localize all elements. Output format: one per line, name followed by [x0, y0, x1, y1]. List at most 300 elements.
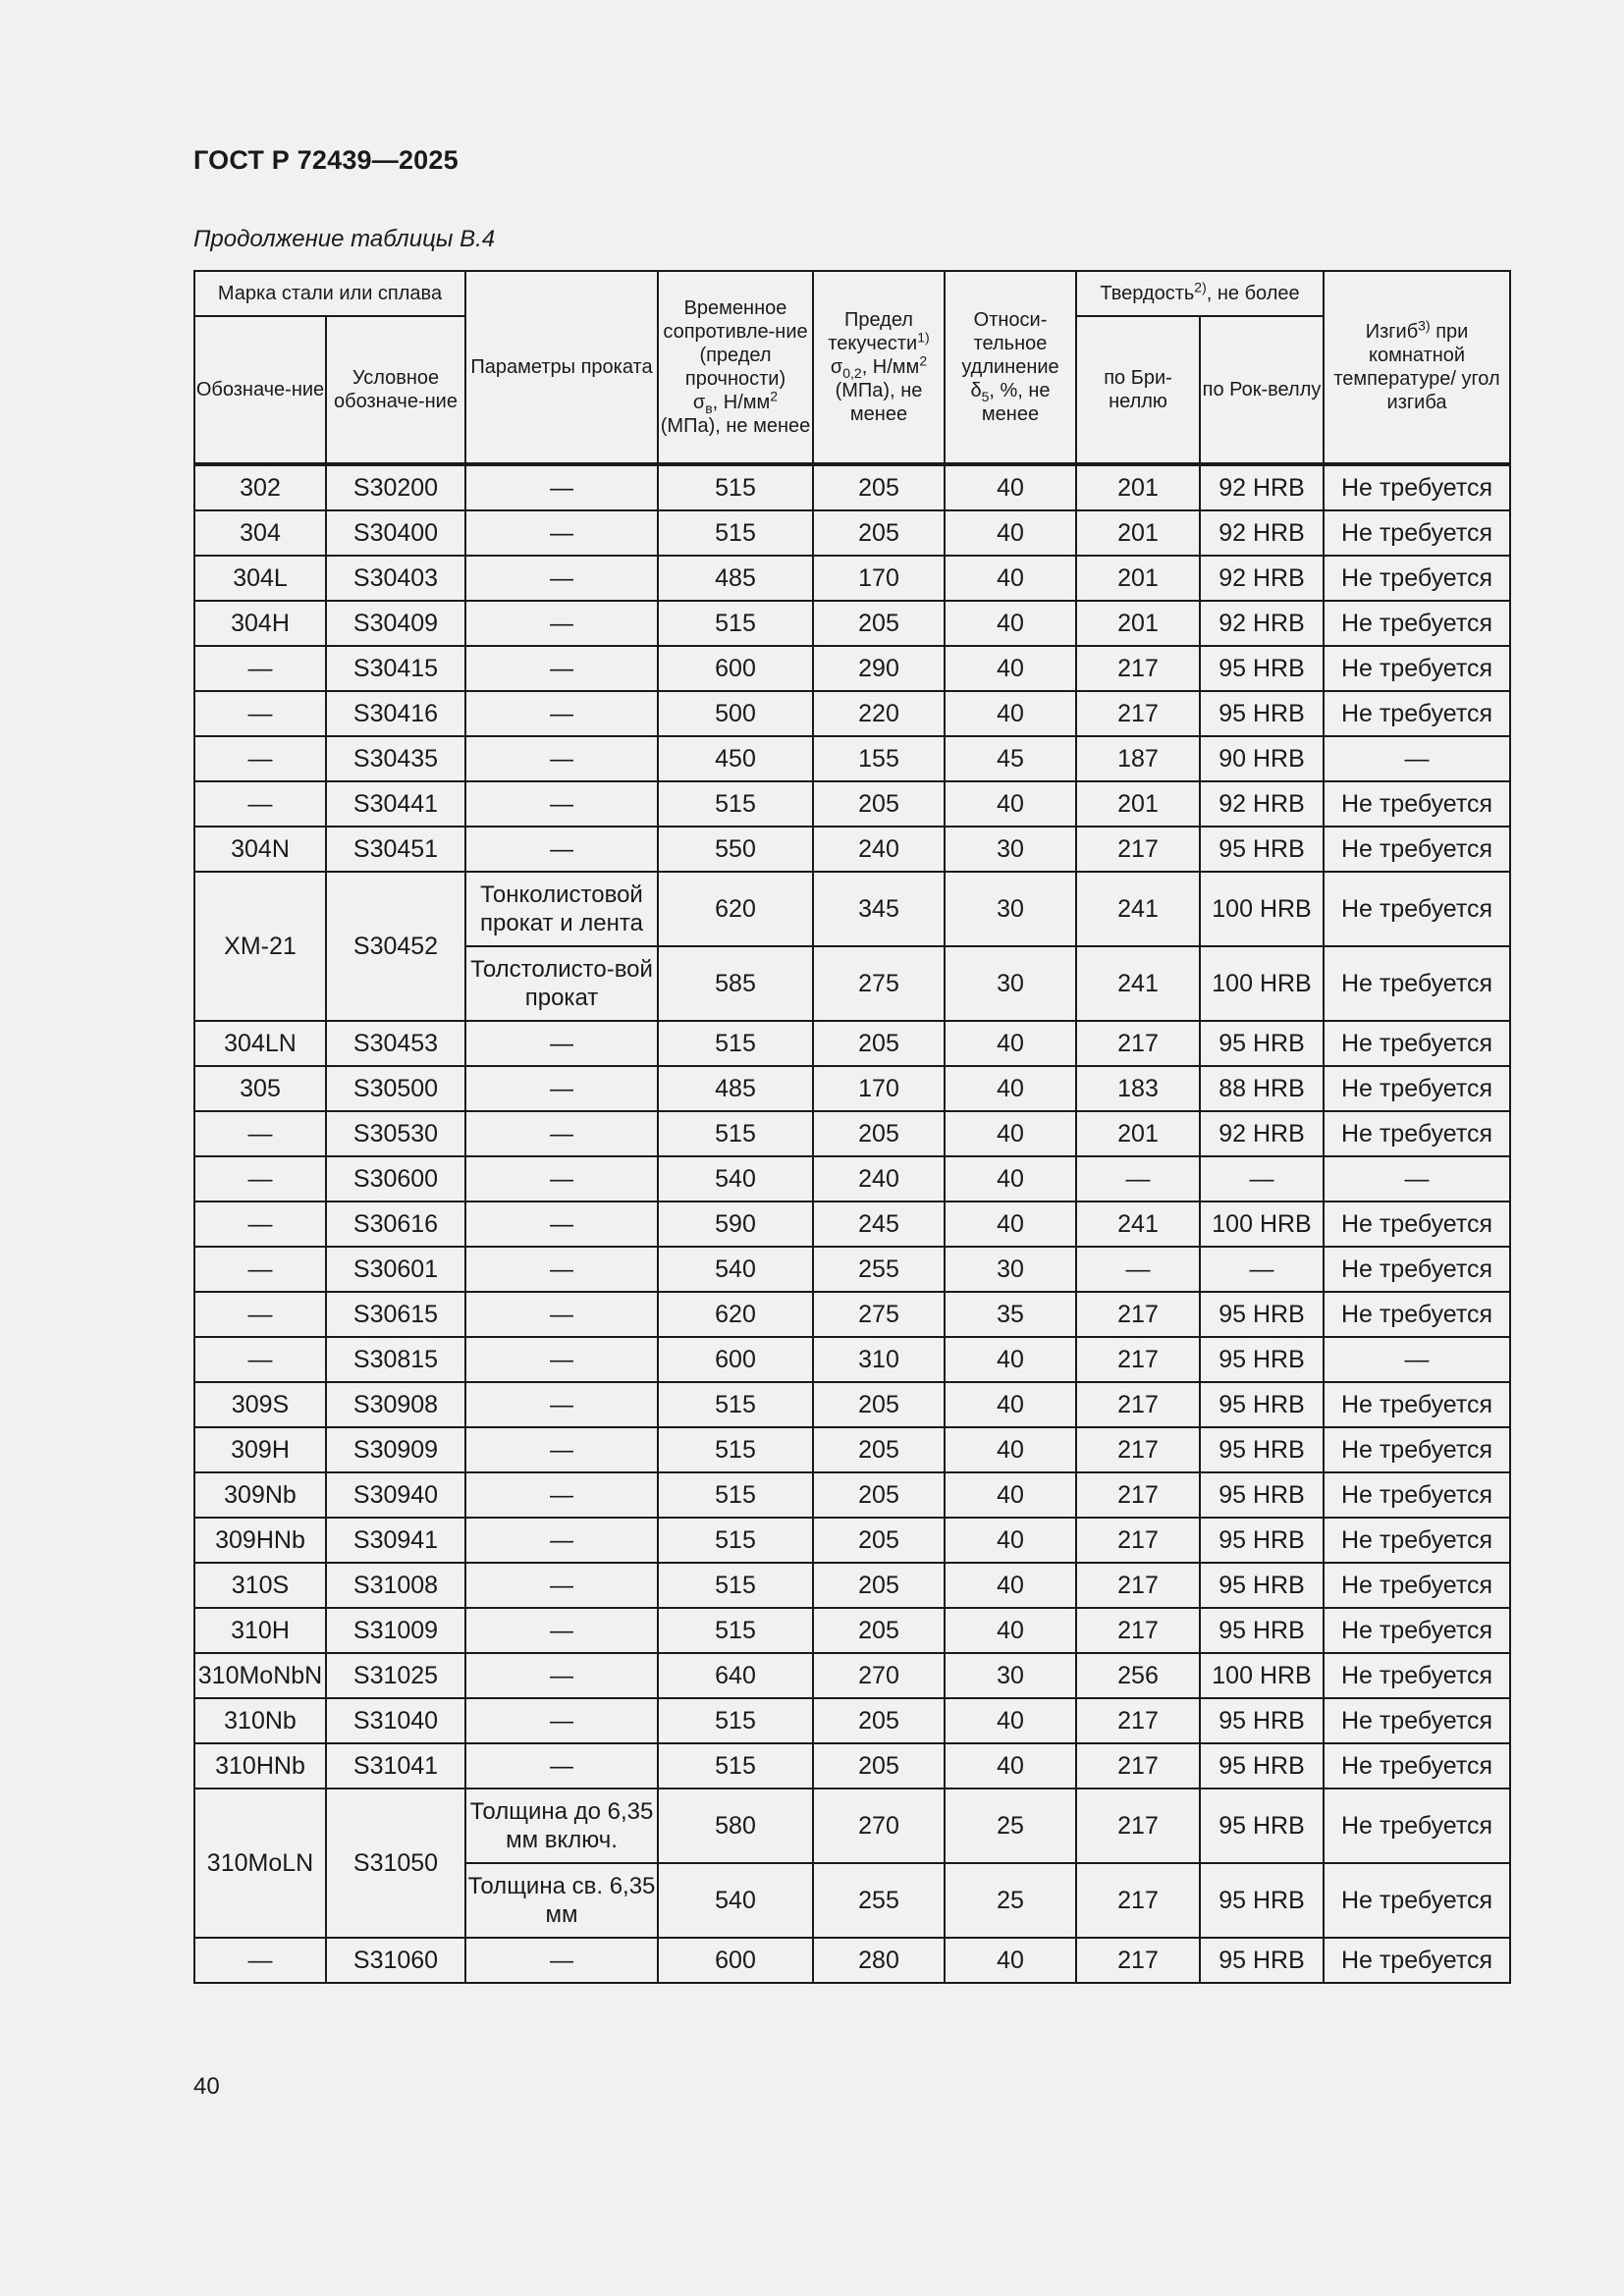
cell-conditional: S31050: [326, 1789, 465, 1938]
cell-tensile: 515: [658, 1563, 813, 1608]
cell-brinell: 217: [1076, 1021, 1200, 1066]
cell-yield: 270: [813, 1789, 945, 1863]
cell-elong: 40: [945, 1698, 1076, 1743]
cell-yield: 255: [813, 1247, 945, 1292]
cell-designation: 310MoLN: [194, 1789, 326, 1938]
cell-rockwell: 95 HRB: [1200, 1382, 1324, 1427]
cell-brinell: 201: [1076, 781, 1200, 827]
cell-brinell: 217: [1076, 1337, 1200, 1382]
cell-params: —: [465, 1608, 658, 1653]
cell-elong: 40: [945, 1938, 1076, 1983]
cell-designation: —: [194, 1337, 326, 1382]
table-row: [194, 1653, 1510, 1698]
cell-conditional: S30409: [326, 601, 465, 646]
cell-params: —: [465, 601, 658, 646]
cell-rockwell: 92 HRB: [1200, 781, 1324, 827]
table-row: [194, 1111, 1510, 1156]
cell-tensile: 580: [658, 1789, 813, 1863]
cell-conditional: S30500: [326, 1066, 465, 1111]
cell-elong: 40: [945, 1156, 1076, 1201]
cell-tensile: 515: [658, 1382, 813, 1427]
cell-yield: 240: [813, 1156, 945, 1201]
cell-tensile: 515: [658, 1698, 813, 1743]
cell-elong: 25: [945, 1863, 1076, 1938]
cell-elong: 40: [945, 1608, 1076, 1653]
cell-conditional: S31009: [326, 1608, 465, 1653]
cell-rockwell: —: [1200, 1247, 1324, 1292]
cell-elong: 30: [945, 1653, 1076, 1698]
cell-yield: 155: [813, 736, 945, 781]
cell-tensile: 515: [658, 1111, 813, 1156]
cell-tensile: 515: [658, 1021, 813, 1066]
cell-tensile: 585: [658, 946, 813, 1021]
table-row: [194, 1698, 1510, 1743]
cell-yield: 270: [813, 1653, 945, 1698]
cell-elong: 45: [945, 736, 1076, 781]
cell-elong: 40: [945, 1472, 1076, 1518]
cell-brinell: 217: [1076, 1789, 1200, 1863]
cell-tensile: 550: [658, 827, 813, 872]
cell-params: —: [465, 1743, 658, 1789]
cell-rockwell: 95 HRB: [1200, 1698, 1324, 1743]
cell-rockwell: 95 HRB: [1200, 1292, 1324, 1337]
cell-tensile: 540: [658, 1156, 813, 1201]
cell-yield: 310: [813, 1337, 945, 1382]
cell-designation: 304LN: [194, 1021, 326, 1066]
cell-brinell: 217: [1076, 1382, 1200, 1427]
table-row: [194, 1156, 1510, 1201]
cell-bend: Не требуется: [1324, 1863, 1510, 1938]
cell-yield: 205: [813, 1111, 945, 1156]
page-number: 40: [193, 2073, 220, 2100]
cell-elong: 40: [945, 1382, 1076, 1427]
cell-brinell: 217: [1076, 1743, 1200, 1789]
cell-elong: 40: [945, 510, 1076, 556]
cell-params: —: [465, 1201, 658, 1247]
cell-yield: 245: [813, 1201, 945, 1247]
table-row: [194, 601, 1510, 646]
cell-rockwell: 92 HRB: [1200, 601, 1324, 646]
cell-rockwell: 90 HRB: [1200, 736, 1324, 781]
table-row: [194, 827, 1510, 872]
cell-tensile: 590: [658, 1201, 813, 1247]
cell-conditional: S31040: [326, 1698, 465, 1743]
header-grade-group: Марка стали или сплава: [194, 271, 465, 316]
table-row: [194, 646, 1510, 691]
cell-yield: 205: [813, 1382, 945, 1427]
cell-conditional: S30415: [326, 646, 465, 691]
cell-rockwell: 100 HRB: [1200, 946, 1324, 1021]
cell-tensile: 515: [658, 1472, 813, 1518]
cell-bend: Не требуется: [1324, 691, 1510, 736]
cell-bend: Не требуется: [1324, 827, 1510, 872]
cell-conditional: S31060: [326, 1938, 465, 1983]
table-row: [194, 1518, 1510, 1563]
cell-bend: Не требуется: [1324, 1789, 1510, 1863]
cell-bend: Не требуется: [1324, 1066, 1510, 1111]
cell-brinell: 201: [1076, 601, 1200, 646]
cell-params: —: [465, 691, 658, 736]
table-row: [194, 556, 1510, 601]
cell-bend: Не требуется: [1324, 1247, 1510, 1292]
cell-bend: Не требуется: [1324, 1698, 1510, 1743]
cell-params: —: [465, 510, 658, 556]
cell-params: —: [465, 1337, 658, 1382]
cell-designation: 310Nb: [194, 1698, 326, 1743]
cell-bend: Не требуется: [1324, 1938, 1510, 1983]
table-row: [194, 464, 1510, 510]
cell-elong: 40: [945, 1743, 1076, 1789]
cell-bend: Не требуется: [1324, 946, 1510, 1021]
cell-brinell: 217: [1076, 646, 1200, 691]
cell-designation: —: [194, 781, 326, 827]
cell-rockwell: 95 HRB: [1200, 1789, 1324, 1863]
cell-designation: 309H: [194, 1427, 326, 1472]
cell-bend: Не требуется: [1324, 1292, 1510, 1337]
cell-conditional: S30451: [326, 827, 465, 872]
cell-elong: 25: [945, 1789, 1076, 1863]
cell-yield: 275: [813, 946, 945, 1021]
cell-elong: 40: [945, 1518, 1076, 1563]
cell-yield: 280: [813, 1938, 945, 1983]
cell-params: —: [465, 556, 658, 601]
table-row: [194, 1743, 1510, 1789]
cell-designation: 305: [194, 1066, 326, 1111]
cell-brinell: 217: [1076, 1472, 1200, 1518]
cell-brinell: 241: [1076, 1201, 1200, 1247]
cell-conditional: S30435: [326, 736, 465, 781]
cell-tensile: 450: [658, 736, 813, 781]
table-row: [194, 1337, 1510, 1382]
cell-tensile: 515: [658, 601, 813, 646]
cell-yield: 205: [813, 510, 945, 556]
cell-tensile: 515: [658, 1608, 813, 1653]
cell-tensile: 600: [658, 1337, 813, 1382]
cell-bend: Не требуется: [1324, 1518, 1510, 1563]
cell-brinell: 187: [1076, 736, 1200, 781]
cell-params: —: [465, 1021, 658, 1066]
header-brinell: по Бри-неллю: [1076, 316, 1200, 464]
cell-conditional: S30600: [326, 1156, 465, 1201]
cell-rockwell: 92 HRB: [1200, 464, 1324, 510]
cell-designation: XM-21: [194, 872, 326, 1021]
cell-brinell: 256: [1076, 1653, 1200, 1698]
cell-designation: —: [194, 1938, 326, 1983]
cell-elong: 40: [945, 601, 1076, 646]
cell-designation: 309S: [194, 1382, 326, 1427]
cell-params: —: [465, 1698, 658, 1743]
cell-params: —: [465, 1066, 658, 1111]
table-row: [194, 872, 1510, 946]
cell-rockwell: 92 HRB: [1200, 1111, 1324, 1156]
cell-rockwell: 95 HRB: [1200, 1337, 1324, 1382]
cell-elong: 40: [945, 1111, 1076, 1156]
cell-tensile: 620: [658, 1292, 813, 1337]
cell-elong: 30: [945, 827, 1076, 872]
cell-rockwell: 95 HRB: [1200, 1743, 1324, 1789]
cell-brinell: —: [1076, 1247, 1200, 1292]
cell-conditional: S30601: [326, 1247, 465, 1292]
cell-rockwell: 95 HRB: [1200, 1938, 1324, 1983]
table-row: [194, 1427, 1510, 1472]
cell-elong: 40: [945, 1021, 1076, 1066]
cell-designation: 302: [194, 464, 326, 510]
cell-conditional: S31025: [326, 1653, 465, 1698]
cell-elong: 30: [945, 872, 1076, 946]
cell-brinell: 217: [1076, 1938, 1200, 1983]
cell-tensile: 600: [658, 646, 813, 691]
table-row: [194, 781, 1510, 827]
cell-brinell: 217: [1076, 1563, 1200, 1608]
cell-designation: 304N: [194, 827, 326, 872]
cell-rockwell: 95 HRB: [1200, 1863, 1324, 1938]
cell-conditional: S30815: [326, 1337, 465, 1382]
cell-brinell: 217: [1076, 1608, 1200, 1653]
cell-bend: Не требуется: [1324, 464, 1510, 510]
cell-params: —: [465, 1563, 658, 1608]
cell-tensile: 515: [658, 1743, 813, 1789]
cell-yield: 205: [813, 1563, 945, 1608]
table-row: [194, 1472, 1510, 1518]
cell-conditional: S30453: [326, 1021, 465, 1066]
cell-brinell: —: [1076, 1156, 1200, 1201]
cell-conditional: S30616: [326, 1201, 465, 1247]
cell-designation: 310MoNbN: [194, 1653, 326, 1698]
cell-yield: 205: [813, 1518, 945, 1563]
cell-brinell: 201: [1076, 556, 1200, 601]
cell-conditional: S30441: [326, 781, 465, 827]
header-params: Параметры проката: [465, 271, 658, 464]
table-row: [194, 1789, 1510, 1863]
header-tensile: Временное сопротивле-ние (предел прочности) $\sigma_в$, $Н/мм^2$ (МПа), не менее: [658, 271, 813, 464]
cell-brinell: 183: [1076, 1066, 1200, 1111]
cell-bend: Не требуется: [1324, 1111, 1510, 1156]
cell-params: —: [465, 1938, 658, 1983]
table-row: [194, 510, 1510, 556]
cell-params: —: [465, 736, 658, 781]
cell-tensile: 515: [658, 781, 813, 827]
table-row: [194, 1292, 1510, 1337]
cell-yield: 205: [813, 1472, 945, 1518]
cell-bend: —: [1324, 1156, 1510, 1201]
cell-params: Толщина св. 6,35 мм: [465, 1863, 658, 1938]
cell-elong: 40: [945, 464, 1076, 510]
table-row: [194, 1382, 1510, 1427]
cell-brinell: 201: [1076, 464, 1200, 510]
cell-yield: 205: [813, 1021, 945, 1066]
cell-tensile: 515: [658, 1518, 813, 1563]
cell-yield: 205: [813, 464, 945, 510]
cell-tensile: 500: [658, 691, 813, 736]
cell-params: —: [465, 1518, 658, 1563]
cell-conditional: S30530: [326, 1111, 465, 1156]
cell-rockwell: 95 HRB: [1200, 1427, 1324, 1472]
cell-rockwell: 95 HRB: [1200, 1021, 1324, 1066]
cell-yield: 205: [813, 601, 945, 646]
cell-bend: Не требуется: [1324, 1382, 1510, 1427]
cell-tensile: 640: [658, 1653, 813, 1698]
cell-bend: —: [1324, 1337, 1510, 1382]
cell-params: —: [465, 827, 658, 872]
cell-conditional: S30400: [326, 510, 465, 556]
cell-tensile: 540: [658, 1863, 813, 1938]
cell-params: —: [465, 464, 658, 510]
cell-designation: 304H: [194, 601, 326, 646]
table-body: [194, 464, 1510, 1983]
cell-rockwell: —: [1200, 1156, 1324, 1201]
cell-brinell: 201: [1076, 510, 1200, 556]
cell-params: Толстолисто-вой прокат: [465, 946, 658, 1021]
cell-elong: 40: [945, 646, 1076, 691]
cell-elong: 30: [945, 946, 1076, 1021]
cell-conditional: S30941: [326, 1518, 465, 1563]
cell-params: —: [465, 1292, 658, 1337]
cell-rockwell: 95 HRB: [1200, 1608, 1324, 1653]
cell-brinell: 217: [1076, 691, 1200, 736]
cell-designation: 310H: [194, 1608, 326, 1653]
cell-bend: Не требуется: [1324, 872, 1510, 946]
header-conditional: Условное обозначе-ние: [326, 316, 465, 464]
table-caption: Продолжение таблицы В.4: [193, 226, 496, 252]
table-row: [194, 1563, 1510, 1608]
cell-elong: 40: [945, 781, 1076, 827]
cell-bend: Не требуется: [1324, 1653, 1510, 1698]
cell-elong: 40: [945, 1563, 1076, 1608]
cell-conditional: S30403: [326, 556, 465, 601]
cell-brinell: 241: [1076, 872, 1200, 946]
header-yield: Предел текучести$^{1)}$ $\sigma_{0,2}$, $Н/мм^2$ (МПа), не менее: [813, 271, 945, 464]
cell-elong: 40: [945, 556, 1076, 601]
cell-elong: 30: [945, 1247, 1076, 1292]
cell-params: Толщина до 6,35 мм включ.: [465, 1789, 658, 1863]
cell-rockwell: 95 HRB: [1200, 1518, 1324, 1563]
cell-params: —: [465, 1382, 658, 1427]
cell-designation: —: [194, 691, 326, 736]
cell-designation: —: [194, 1201, 326, 1247]
cell-designation: —: [194, 1292, 326, 1337]
cell-rockwell: 95 HRB: [1200, 827, 1324, 872]
cell-tensile: 515: [658, 1427, 813, 1472]
cell-yield: 220: [813, 691, 945, 736]
cell-elong: 40: [945, 1066, 1076, 1111]
cell-elong: 40: [945, 1337, 1076, 1382]
cell-yield: 205: [813, 1608, 945, 1653]
cell-bend: Не требуется: [1324, 1021, 1510, 1066]
cell-conditional: S31008: [326, 1563, 465, 1608]
table-row: [194, 1608, 1510, 1653]
table-row: [194, 1938, 1510, 1983]
cell-conditional: S30909: [326, 1427, 465, 1472]
properties-table: [193, 270, 1511, 1984]
cell-brinell: 217: [1076, 1292, 1200, 1337]
cell-rockwell: 100 HRB: [1200, 1653, 1324, 1698]
header-designation: Обозначе-ние: [194, 316, 326, 464]
cell-params: —: [465, 1472, 658, 1518]
cell-yield: 205: [813, 1743, 945, 1789]
cell-bend: Не требуется: [1324, 1472, 1510, 1518]
table-row: [194, 1247, 1510, 1292]
cell-designation: —: [194, 646, 326, 691]
cell-rockwell: 100 HRB: [1200, 1201, 1324, 1247]
cell-yield: 255: [813, 1863, 945, 1938]
cell-conditional: S30452: [326, 872, 465, 1021]
table-row: [194, 736, 1510, 781]
cell-params: —: [465, 646, 658, 691]
cell-rockwell: 95 HRB: [1200, 1563, 1324, 1608]
cell-params: —: [465, 1247, 658, 1292]
cell-bend: Не требуется: [1324, 1563, 1510, 1608]
cell-bend: —: [1324, 736, 1510, 781]
cell-brinell: 217: [1076, 1427, 1200, 1472]
cell-rockwell: 95 HRB: [1200, 691, 1324, 736]
cell-elong: 40: [945, 691, 1076, 736]
cell-yield: 205: [813, 781, 945, 827]
cell-yield: 205: [813, 1427, 945, 1472]
cell-bend: Не требуется: [1324, 1743, 1510, 1789]
cell-rockwell: 100 HRB: [1200, 872, 1324, 946]
cell-conditional: S30615: [326, 1292, 465, 1337]
cell-params: Тонколистовой прокат и лента: [465, 872, 658, 946]
table-row: [194, 1021, 1510, 1066]
table-row: [194, 691, 1510, 736]
cell-yield: 290: [813, 646, 945, 691]
cell-brinell: 217: [1076, 1698, 1200, 1743]
cell-tensile: 485: [658, 1066, 813, 1111]
cell-params: —: [465, 1111, 658, 1156]
cell-tensile: 540: [658, 1247, 813, 1292]
header-elongation: Относи-тельное удлинение $\delta_5$, %, не менее: [945, 271, 1076, 464]
cell-rockwell: 95 HRB: [1200, 646, 1324, 691]
cell-conditional: S30940: [326, 1472, 465, 1518]
cell-bend: Не требуется: [1324, 556, 1510, 601]
cell-params: —: [465, 781, 658, 827]
table-row: [194, 1066, 1510, 1111]
cell-rockwell: 92 HRB: [1200, 556, 1324, 601]
cell-brinell: 217: [1076, 827, 1200, 872]
header-rockwell: по Рок-веллу: [1200, 316, 1324, 464]
cell-bend: Не требуется: [1324, 1201, 1510, 1247]
cell-rockwell: 92 HRB: [1200, 510, 1324, 556]
cell-elong: 35: [945, 1292, 1076, 1337]
cell-tensile: 620: [658, 872, 813, 946]
cell-designation: —: [194, 1111, 326, 1156]
cell-yield: 240: [813, 827, 945, 872]
cell-designation: 309Nb: [194, 1472, 326, 1518]
cell-yield: 345: [813, 872, 945, 946]
cell-brinell: 217: [1076, 1518, 1200, 1563]
header-hardness-group: Твердость$^{2)}$, не более: [1076, 271, 1324, 316]
cell-rockwell: 95 HRB: [1200, 1472, 1324, 1518]
cell-bend: Не требуется: [1324, 646, 1510, 691]
cell-designation: 309HNb: [194, 1518, 326, 1563]
cell-tensile: 600: [658, 1938, 813, 1983]
cell-yield: 205: [813, 1698, 945, 1743]
cell-conditional: S30416: [326, 691, 465, 736]
cell-tensile: 485: [658, 556, 813, 601]
cell-elong: 40: [945, 1201, 1076, 1247]
cell-elong: 40: [945, 1427, 1076, 1472]
cell-conditional: S30908: [326, 1382, 465, 1427]
cell-yield: 170: [813, 556, 945, 601]
document-title: ГОСТ Р 72439—2025: [193, 145, 459, 175]
cell-yield: 170: [813, 1066, 945, 1111]
cell-conditional: S31041: [326, 1743, 465, 1789]
cell-conditional: S30200: [326, 464, 465, 510]
cell-designation: 310S: [194, 1563, 326, 1608]
cell-designation: 310HNb: [194, 1743, 326, 1789]
cell-brinell: 241: [1076, 946, 1200, 1021]
cell-tensile: 515: [658, 464, 813, 510]
